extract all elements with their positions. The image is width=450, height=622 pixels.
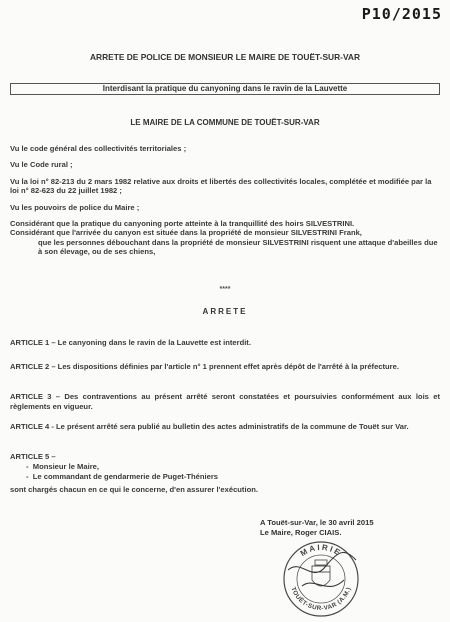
article-text: ARTICLE 4 - Le présent arrêté sera publié au bulletin des actes administratifs de la commune de Touët sur Var. xyxy=(10,422,409,431)
article-5-item: - Monsieur le Maire, xyxy=(26,462,100,471)
preamble-line: Vu le Code rural ; xyxy=(10,160,73,170)
signature-name: Le Maire, Roger CIAIS. xyxy=(260,528,342,537)
preamble-line: Considérant que l'arrivée du canyon est située dans la propriété de monsieur SILVESTRINI Frank, xyxy=(10,228,362,238)
document-title: ARRETE DE POLICE DE MONSIEUR LE MAIRE DE TOUËT-SUR-VAR xyxy=(89,52,361,62)
preamble-line: Vu la loi n° 82-213 du 2 mars 1982 relative aux droits et libertés des collectivités locales, complétée et modifiée par la loi n° 82-623 du 22 juillet 1982 ; xyxy=(10,176,432,196)
arrete-heading: ARRETE xyxy=(202,307,248,316)
preamble-line: Considérant que la pratique du canyoning porte atteinte à la tranquillité des hoirs SILVESTRINI. xyxy=(10,219,355,229)
article-5 xyxy=(10,452,440,495)
stamp-top-text: MAIRIE xyxy=(298,542,344,559)
preamble-block xyxy=(10,144,440,257)
mairie-stamp xyxy=(282,540,360,618)
preamble-line: Vu les pouvoirs de police du Maire ; xyxy=(10,202,140,212)
separator-stars: **** xyxy=(219,286,231,293)
article-text: ARTICLE 3 – Des contraventions au présent arrêté seront constatées et poursuivies conformément aux lois et règlements en vigueur. xyxy=(10,392,440,411)
article-4 xyxy=(10,422,440,432)
article-1 xyxy=(10,338,440,348)
article-5-label: ARTICLE 5 – xyxy=(10,452,56,461)
document-reference: P10/2015 xyxy=(361,5,442,23)
preamble-line: que les personnes débouchant dans la propriété de monsieur SILVESTRINI risquent une attaque d'abeilles due à son élevage, ou de ses chiens, xyxy=(38,237,438,257)
article-5-closing: sont chargés chacun en ce qui le concerne, d'en assurer l'exécution. xyxy=(10,485,258,494)
article-5-item-text: Le commandant de gendarmerie de Puget-Théniers xyxy=(32,472,218,481)
article-text: ARTICLE 1 – Le canyoning dans le ravin de la Lauvette est interdit. xyxy=(10,338,251,347)
signature-scribble xyxy=(288,552,356,586)
article-2 xyxy=(10,362,440,372)
maire-heading: LE MAIRE DE LA COMMUNE DE TOUËT-SUR-VAR xyxy=(130,118,320,127)
article-text: ARTICLE 2 – Les dispositions définies par l'article n° 1 prennent effet après dépôt de l'arrêté à la préfecture. xyxy=(10,362,399,371)
subject-box: Interdisant la pratique du canyoning dans le ravin de la Lauvette xyxy=(10,83,440,95)
article-5-item: - Le commandant de gendarmerie de Puget-Théniers xyxy=(26,472,218,481)
signature-place-date: A Touët-sur-Var, le 30 avril 2015 xyxy=(260,518,374,527)
signature-block xyxy=(260,518,374,538)
preamble-line: Vu le code général des collectivités territoriales ; xyxy=(10,144,187,153)
article-3 xyxy=(10,392,440,412)
article-5-item-text: Monsieur le Maire, xyxy=(32,462,100,471)
stamp-bottom-text: TOUËT-SUR-VAR (A.M.) xyxy=(289,586,353,613)
